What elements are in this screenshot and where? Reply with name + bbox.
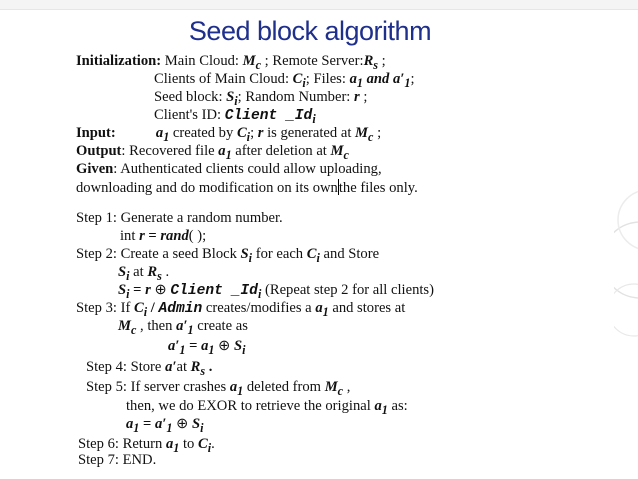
output-line: Output: Recovered file $a_1$ after deletion at $M_c$: [76, 143, 349, 162]
step-7: Step 7: END.: [78, 452, 157, 468]
step-6: Step 6: Return $a_1$ to $C_i$.: [78, 436, 215, 455]
step-3: Step 3: If $C_i$ / Admin creates/modifies a $a_1$ and stores at: [76, 300, 406, 319]
init-line-2: Clients of Main Cloud: $C_i$; Files: $a_1$ and $a'_1$;: [154, 71, 415, 90]
step-1: Step 1: Generate a random number.: [76, 210, 283, 226]
input-line: Input: $a_1$ created by $C_i$; r is generated at $M_c$ ;: [76, 125, 382, 144]
step-5-line-2: then, we do EXOR to retrieve the original $a_1$ as:: [126, 398, 408, 417]
top-decor-bar: [0, 0, 638, 10]
init-line-4: Client's ID: Client $\_Id_i$: [154, 107, 316, 126]
step-2-line-2: $S_i$ at $R_s$ .: [118, 264, 170, 283]
algorithm-image: [76, 52, 614, 466]
step-4: Step 4: Store a′at $R_s$ .: [86, 359, 213, 378]
init-line-1: Initialization: Main Cloud: $M_c$ ; Remote $Server:R_s$ ;: [76, 53, 386, 72]
slide-title: Seed block algorithm: [188, 16, 432, 46]
step-2: Step 2: Create a seed Block $S_i$ for each $C_i$ and Store: [76, 246, 380, 265]
step-1-code: int r = rand( );: [120, 228, 207, 244]
init-line-3: Seed block: $S_i$; Random Number: r ;: [154, 89, 368, 108]
given-line-2: downloading and do modification on its ownthe files only.: [76, 180, 418, 196]
step-3-line-3: $a'_1 = a_1$ ⊕ $S_i$: [168, 338, 246, 357]
step-5-line-3: $a_1 = a'_1$ ⊕ $S_i$: [126, 416, 204, 435]
step-2-line-3: $S_i = r$ ⊕ Client $\_Id_i$ (Repeat step 2 for all clients): [118, 282, 434, 301]
given-line-1: Given: Authenticated clients could allow uploading,: [76, 161, 382, 177]
step-5: Step 5: If server crashes $a_1$ deleted from $M_c$ ,: [86, 379, 351, 398]
step-3-line-2: $M_c$ , then $a'_1$ create as: [118, 318, 248, 337]
